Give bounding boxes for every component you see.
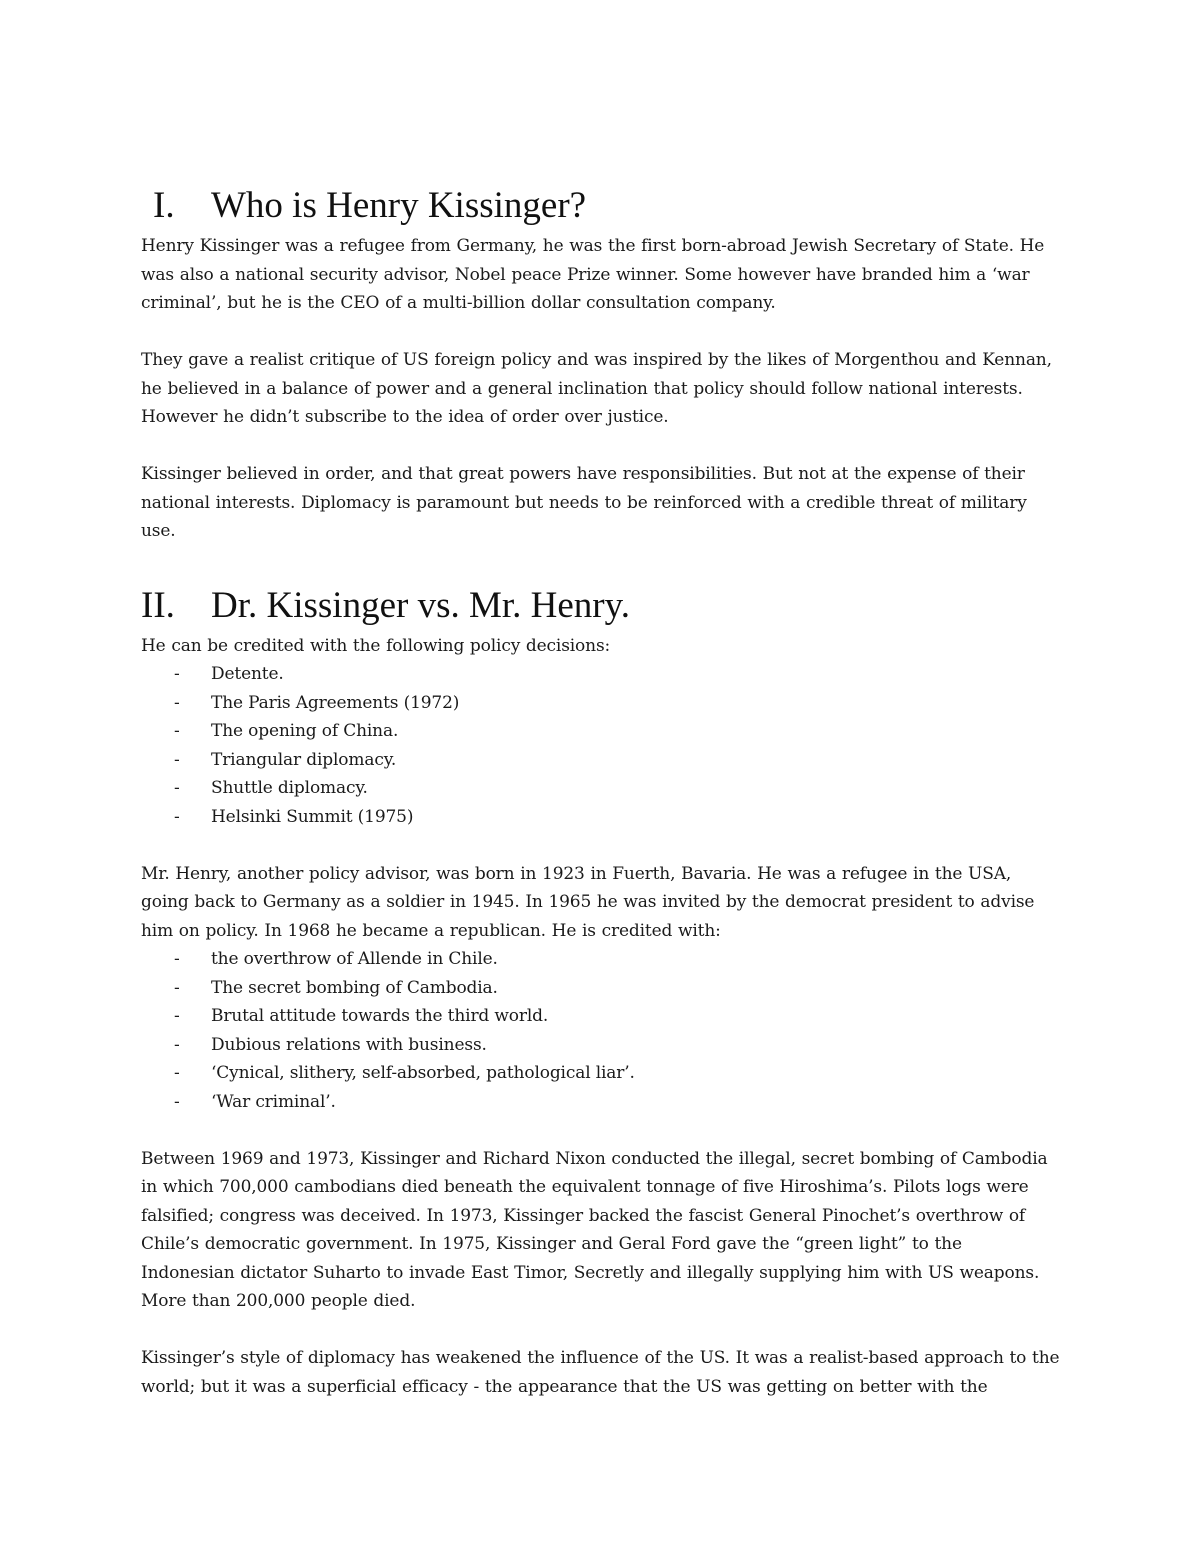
list-item: - Helsinki Summit (1975) bbox=[174, 806, 414, 827]
list-item: - the overthrow of Allende in Chile. bbox=[174, 949, 498, 969]
section-2-heading bbox=[141, 580, 1061, 632]
section-1-paragraph-2: They gave a realist critique of US foreign policy and was inspired by the likes of Morgenthou and Kennan, he believed in a balance of power and a general inclination that policy should follow national interests. However he didn’t subscribe to the idea of order over justice. bbox=[141, 350, 1052, 427]
list-item: - Shuttle diplomacy. bbox=[174, 778, 368, 798]
list-item: - The Paris Agreements (1972) bbox=[174, 692, 460, 713]
section-1-paragraph-1: Henry Kissinger was a refugee from Germany, he was the first born-abroad Jewish Secretary of State. He was also a national security advisor, Nobel peace Prize winner. Some however have branded him a ‘war criminal’, but he is the CEO of a multi-billion dollar consultation company. bbox=[141, 236, 1045, 313]
section-1-title: Who is Henry Kissinger? bbox=[211, 185, 587, 226]
section-2-intro: He can be credited with the following policy decisions: bbox=[141, 635, 611, 656]
section-2-title: Dr. Kissinger vs. Mr. Henry. bbox=[211, 584, 630, 626]
list-item: - ‘War criminal’. bbox=[174, 1091, 336, 1112]
list-item: - Detente. bbox=[174, 664, 284, 684]
policy-decisions-list bbox=[141, 660, 1061, 831]
section-1-heading bbox=[141, 180, 1061, 232]
section-1-paragraph-3: Kissinger believed in order, and that great powers have responsibilities. But not at the expense of their national interests. Diplomacy is paramount but needs to be reinforced with a credible threat of military use. bbox=[141, 464, 1027, 541]
section-2-henry-paragraph: Mr. Henry, another policy advisor, was born in 1923 in Fuerth, Bavaria. He was a refugee in the USA, going back to Germany as a soldier in 1945. In 1965 he was invited by the democrat president to advise him on policy. In 1968 he became a republican. He is credited with: bbox=[141, 863, 1035, 941]
section-2-number: II. bbox=[141, 584, 175, 626]
list-item: - Dubious relations with business. bbox=[174, 1034, 487, 1055]
section-2-style-paragraph: Kissinger’s style of diplomacy has weakened the influence of the US. It was a realist-based approach to the world; but it was a superficial efficacy - the appearance that the US was getting on better with the bbox=[141, 1348, 1060, 1397]
section-1-number: I. bbox=[153, 185, 175, 226]
list-item: - ‘Cynical, slithery, self-absorbed, pathological liar’. bbox=[174, 1063, 635, 1083]
section-2-bombing-paragraph: Between 1969 and 1973, Kissinger and Richard Nixon conducted the illegal, secret bombing of Cambodia in which 700,000 cambodians died beneath the equivalent tonnage of five Hiroshima’s. Pilots logs were falsified; congress was deceived. In 1973, Kissinger backed the fascist General Pinochet’s overthrow of Chile’s democratic government. In 1975, Kissinger and Geral Ford gave the “green light” to the Indonesian dictator Suharto to invade East Timor, Secretly and illegally supplying him with US weapons. More than 200,000 people died. bbox=[141, 1148, 1048, 1311]
credited-with-list bbox=[141, 945, 1061, 1116]
list-item: - The opening of China. bbox=[174, 721, 399, 741]
list-item: - Triangular diplomacy. bbox=[174, 749, 397, 770]
list-item: - The secret bombing of Cambodia. bbox=[174, 977, 498, 998]
list-item: - Brutal attitude towards the third world. bbox=[174, 1006, 549, 1026]
document-body bbox=[141, 180, 1061, 1401]
